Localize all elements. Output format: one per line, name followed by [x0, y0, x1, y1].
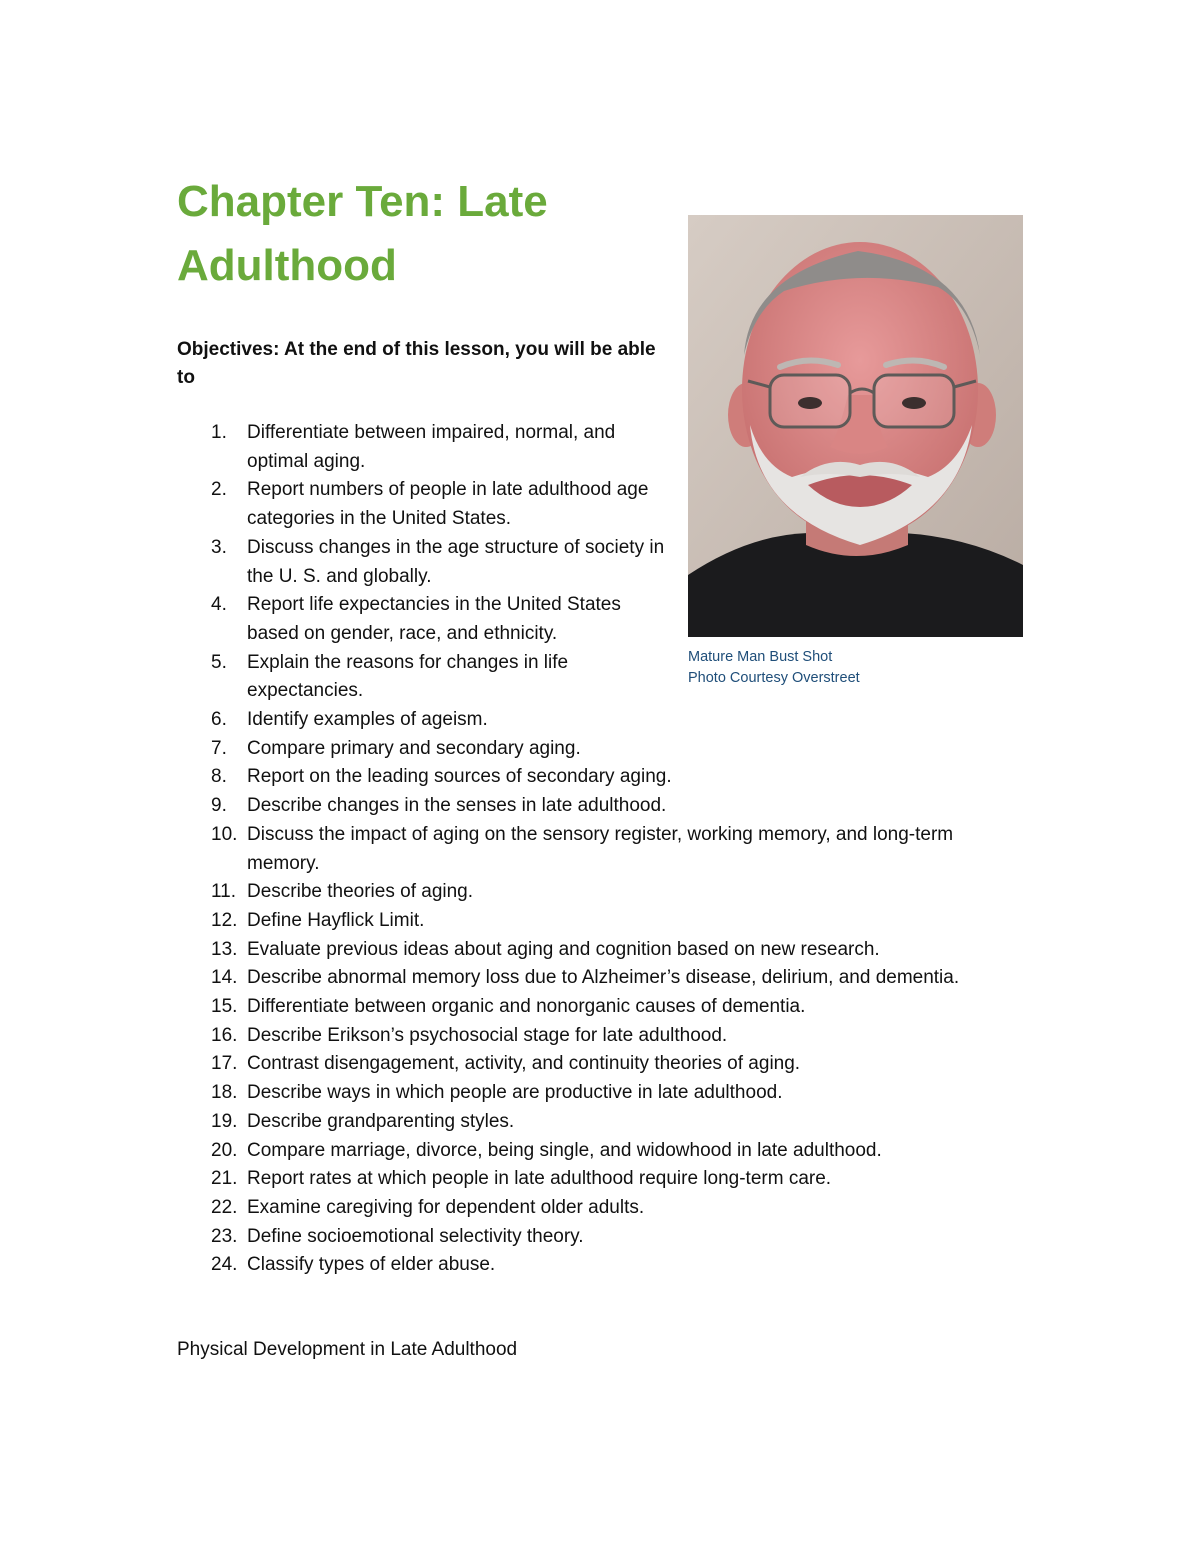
item-text: Report rates at which people in late adulthood require long-term care.	[247, 1168, 832, 1190]
list-item	[177, 907, 1017, 936]
portrait-illustration	[688, 215, 1023, 637]
item-text: Report life expectancies in the United States based on gender, race, and ethnicity.	[247, 594, 621, 644]
item-number: 23.	[211, 1225, 238, 1247]
item-number: 8.	[211, 766, 227, 788]
list-item	[177, 1223, 1017, 1252]
list-item	[177, 821, 1017, 878]
list-item	[177, 1194, 1017, 1223]
item-text: Evaluate previous ideas about aging and cognition based on new research.	[247, 938, 880, 960]
item-text: Describe grandparenting styles.	[247, 1110, 515, 1132]
list-item	[177, 1108, 1017, 1137]
item-number: 17.	[211, 1053, 238, 1075]
item-number: 16.	[211, 1024, 238, 1046]
item-text: Classify types of elder abuse.	[247, 1254, 496, 1276]
item-number: 9.	[211, 795, 227, 817]
item-number: 3.	[211, 536, 227, 558]
item-number: 2.	[211, 479, 227, 501]
item-text: Compare marriage, divorce, being single, and widowhood in late adulthood.	[247, 1139, 882, 1161]
list-item	[177, 993, 1017, 1022]
list-item	[177, 1251, 1017, 1280]
caption-line-2: Photo Courtesy Overstreet	[688, 670, 860, 686]
list-item	[177, 763, 1017, 792]
portrait-photo	[688, 215, 1023, 637]
item-text: Describe ways in which people are productive in late adulthood.	[247, 1082, 783, 1104]
item-text: Explain the reasons for changes in life expectancies.	[247, 651, 569, 702]
list-item	[177, 649, 667, 706]
item-text: Compare primary and secondary aging.	[247, 737, 581, 759]
item-number: 15.	[211, 996, 238, 1018]
item-number: 1.	[211, 422, 227, 443]
item-text: Report on the leading sources of secondary aging.	[247, 766, 672, 788]
item-text: Describe theories of aging.	[247, 881, 474, 903]
photo-caption	[688, 647, 1018, 689]
item-text: Examine caregiving for dependent older adults.	[247, 1196, 645, 1218]
item-number: 21.	[211, 1168, 238, 1190]
list-item	[177, 1165, 1017, 1194]
list-item	[177, 964, 1017, 993]
item-number: 13.	[211, 938, 238, 960]
item-number: 7.	[211, 737, 227, 759]
list-item	[177, 476, 667, 533]
caption-line-1: Mature Man Bust Shot	[688, 649, 833, 665]
item-number: 11.	[211, 881, 237, 903]
objectives-heading: Objectives: At the end of this lesson, you will be able to	[177, 339, 656, 388]
item-text: Define Hayflick Limit.	[247, 909, 425, 931]
list-item	[177, 534, 667, 591]
item-text: Discuss the impact of aging on the sensory register, working memory, and long-term memory.	[247, 823, 954, 874]
item-number: 24.	[211, 1254, 238, 1276]
item-text: Contrast disengagement, activity, and continuity theories of aging.	[247, 1053, 801, 1075]
item-text: Report numbers of people in late adulthood age categories in the United States.	[247, 479, 649, 530]
list-item	[177, 419, 667, 476]
item-text: Differentiate between impaired, normal, and optimal aging.	[247, 422, 616, 472]
item-number: 22.	[211, 1196, 238, 1218]
item-number: 18.	[211, 1082, 238, 1104]
item-number: 14.	[211, 967, 238, 989]
list-item	[177, 792, 1017, 821]
item-text: Differentiate between organic and nonorganic causes of dementia.	[247, 996, 806, 1018]
list-item	[177, 591, 667, 648]
item-number: 5.	[211, 651, 227, 673]
list-item	[177, 936, 1017, 965]
item-number: 20.	[211, 1139, 238, 1161]
item-text: Identify examples of ageism.	[247, 709, 488, 731]
list-item	[177, 1079, 1017, 1108]
chapter-title: Chapter Ten: Late Adulthood	[177, 177, 548, 290]
item-number: 4.	[211, 594, 227, 616]
item-text: Discuss changes in the age structure of society in the U. S. and globally.	[247, 536, 665, 587]
item-text: Describe changes in the senses in late adulthood.	[247, 795, 667, 817]
list-item	[177, 1050, 1017, 1079]
item-text: Describe Erikson’s psychosocial stage for late adulthood.	[247, 1024, 728, 1046]
list-item	[177, 878, 1017, 907]
item-number: 19.	[211, 1110, 238, 1132]
item-text: Describe abnormal memory loss due to Alzheimer’s disease, delirium, and dementia.	[247, 967, 960, 989]
list-item	[177, 706, 1017, 735]
list-item	[177, 735, 1017, 764]
item-number: 10.	[211, 823, 238, 845]
item-number: 6.	[211, 709, 227, 731]
item-text: Define socioemotional selectivity theory.	[247, 1225, 584, 1247]
list-item	[177, 1137, 1017, 1166]
list-item	[177, 1022, 1017, 1051]
item-number: 12.	[211, 909, 238, 931]
section-heading: Physical Development in Late Adulthood	[177, 1339, 518, 1360]
